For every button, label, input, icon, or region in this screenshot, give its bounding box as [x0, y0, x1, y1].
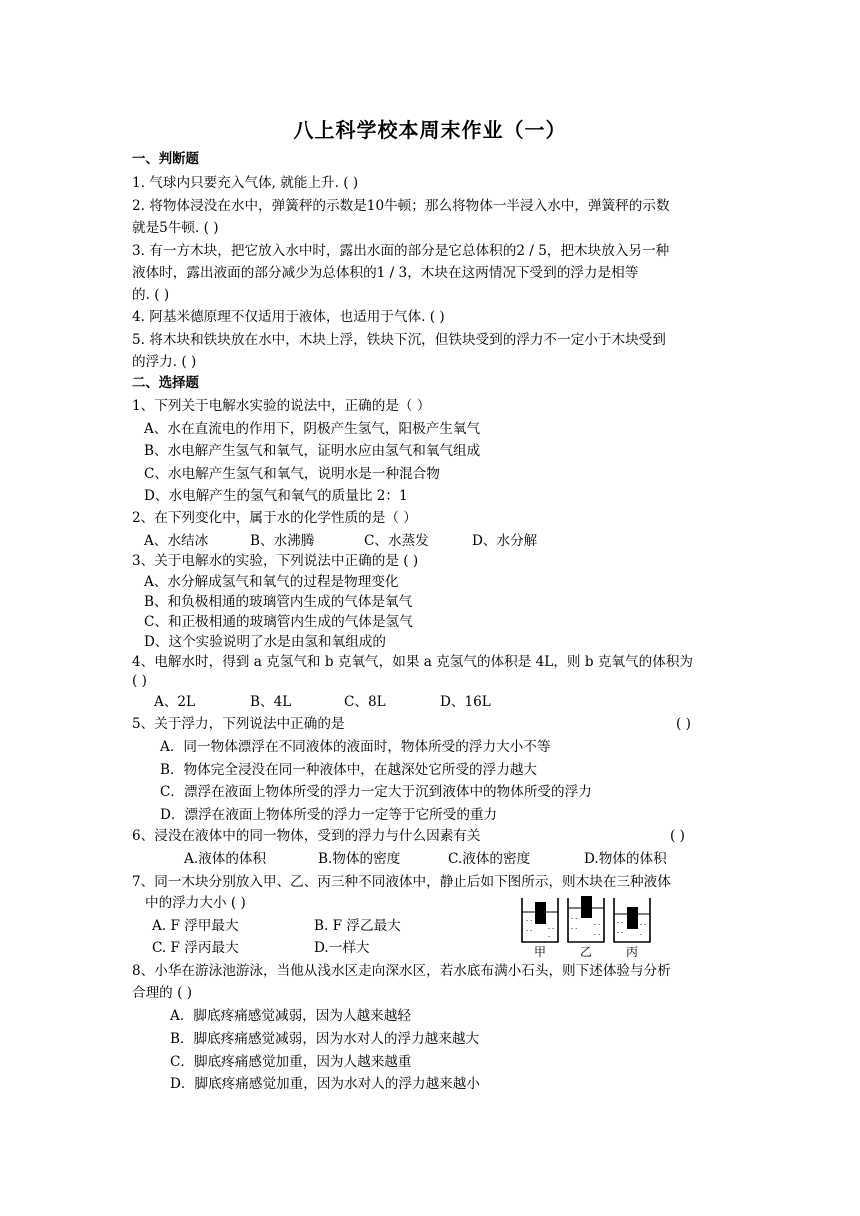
choice-q3-option-d: D、这个实验说明了水是由氢和氧组成的: [144, 634, 386, 650]
choice-q4-option-c: C、8L: [344, 694, 386, 710]
choice-q5-stem: 5、关于浮力，下列说法中正确的是: [132, 716, 345, 732]
beaker-yi: [568, 896, 604, 942]
svg-text:- -: - -: [571, 915, 578, 922]
svg-text:- -: - -: [571, 925, 578, 932]
choice-q4-option-b: B、4L: [250, 694, 292, 710]
svg-text:-: -: [640, 931, 643, 938]
choice-q8-stem-line2: 合理的 ( ): [132, 985, 193, 1001]
choice-q7-option-d: D.一样大: [314, 940, 370, 956]
choice-q5-option-a: A．同一物体漂浮在不同液体的液面时，物体所受的浮力大小不等: [160, 739, 551, 755]
svg-text:- -: - -: [548, 925, 555, 932]
beaker-figure: [518, 890, 654, 960]
page-title: 八上科学校本周末作业（一）: [293, 118, 567, 142]
beaker-label-bing: 丙: [626, 945, 639, 959]
svg-text:- -: - -: [617, 929, 624, 936]
section-heading-judgement: 一、判断题: [132, 152, 199, 167]
choice-q2-option-c: C、水蒸发: [364, 533, 429, 549]
svg-text:- -: - -: [640, 921, 647, 928]
judge-q2-line1: 2. 将物体浸没在水中，弹簧秤的示数是10牛顿；那么将物体一半浸入水中，弹簧秤的示数: [132, 198, 670, 214]
choice-q6-option-c: C.液体的密度: [448, 851, 531, 867]
judge-q3-line1: 3. 有一方木块，把它放入水中时，露出水面的部分是它总体积的2 / 5，把木块放入另一种: [132, 243, 670, 259]
choice-q4-stem: 4、电解水时，得到 a 克氢气和 b 克氧气，如果 a 克氢气的体积是 4L，则 b 克氧气的体积为: [132, 654, 694, 670]
svg-text:- -: - -: [594, 931, 601, 938]
beaker-figure-svg: [518, 890, 654, 960]
beaker-label-jia: 甲: [534, 945, 547, 959]
choice-q4-option-a: A、2L: [154, 694, 196, 710]
judge-q5-line2: 的浮力. ( ): [132, 354, 197, 370]
svg-text:- -: - -: [526, 917, 533, 924]
choice-q8-option-d: D．脚底疼痛感觉加重，因为水对人的浮力越来越小: [170, 1076, 480, 1092]
judge-q2-line2: 就是5牛顿. ( ): [132, 220, 219, 236]
judge-q4: 4. 阿基米德原理不仅适用于液体，也适用于气体. ( ): [132, 309, 445, 325]
choice-q6-option-b: B.物体的密度: [318, 851, 401, 867]
choice-q1-option-c: C、水电解产生氢气和氧气，说明水是一种混合物: [144, 466, 440, 482]
choice-q8-option-b: B．脚底疼痛感觉减弱，因为水对人的浮力越来越大: [170, 1031, 480, 1047]
choice-q5-option-c: C．漂浮在液面上物体所受的浮力一定大于沉到液体中的物体所受的浮力: [160, 784, 592, 800]
choice-q1-option-a: A、水在直流电的作用下，阴极产生氢气，阳极产生氧气: [144, 421, 481, 437]
beaker-label-yi: 乙: [580, 945, 593, 959]
choice-q1-stem: 1、下列关于电解水实验的说法中，正确的是（ ）: [132, 398, 431, 414]
choice-q3-option-c: C、和正极相通的玻璃管内生成的气体是氢气: [144, 614, 413, 630]
choice-q3-option-b: B、和负极相通的玻璃管内生成的气体是氧气: [144, 594, 413, 610]
beaker-bing: [614, 898, 650, 942]
svg-text:-: -: [548, 933, 551, 940]
choice-q8-stem-line1: 8、小华在游泳池游泳，当他从浅水区走向深水区，若水底布满小石头，则下述体验与分析: [132, 963, 671, 979]
beaker-jia: [522, 898, 558, 942]
judge-q5-line1: 5. 将木块和铁块放在水中，木块上浮，铁块下沉，但铁块受到的浮力不一定小于木块受到: [132, 332, 666, 348]
choice-q7-stem-line1: 7、同一木块分别放入甲、乙、丙三种不同液体中，静止后如下图所示，则木块在三种液体: [132, 874, 671, 890]
choice-q7-option-c: C. F 浮丙最大: [152, 940, 239, 956]
svg-text:- -: - -: [617, 919, 624, 926]
choice-q6-option-a: A.液体的体积: [184, 851, 267, 867]
choice-q8-option-a: A．脚底疼痛感觉减弱，因为人越来越轻: [170, 1008, 411, 1024]
choice-q5-option-b: B．物体完全浸没在同一种液体中，在越深处它所受的浮力越大: [160, 762, 538, 778]
judge-q3-line3: 的. ( ): [132, 287, 170, 303]
choice-q2-option-a: A、水结冰: [144, 533, 209, 549]
svg-text:- -: - -: [594, 921, 601, 928]
choice-q4-option-d: D、16L: [440, 694, 491, 710]
choice-q1-option-b: B、水电解产生氢气和氧气，证明水应由氢气和氧气组成: [144, 443, 481, 459]
choice-q7-stem-line2: 中的浮力大小 ( ): [145, 895, 246, 911]
choice-q3-option-a: A、水分解成氢气和氧气的过程是物理变化: [144, 574, 399, 590]
choice-q6-paren: ( ): [670, 828, 685, 844]
choice-q1-option-d: D、水电解产生的氢气和氧气的质量比 2：1: [144, 488, 408, 504]
choice-q3-stem: 3、关于电解水的实验，下列说法中正确的是 ( ): [132, 553, 419, 569]
judge-q3-line2: 液体时，露出液面的部分减少为总体积的1 / 3，木块在这两情况下受到的浮力是相等: [132, 265, 639, 281]
choice-q4-paren: ( ): [132, 673, 147, 689]
choice-q2-option-b: B、水沸腾: [250, 533, 315, 549]
choice-q8-option-c: C．脚底疼痛感觉加重，因为人越来越重: [170, 1054, 412, 1070]
choice-q2-stem: 2、在下列变化中，属于水的化学性质的是（ ）: [132, 510, 417, 526]
svg-text:- -: - -: [526, 927, 533, 934]
choice-q7-option-b: B. F 浮乙最大: [314, 918, 401, 934]
judge-q1: 1. 气球内只要充入气体, 就能上升. ( ): [132, 175, 359, 191]
section-heading-choice: 二、选择题: [132, 376, 199, 391]
choice-q6-option-d: D.物体的体积: [584, 851, 667, 867]
choice-q5-option-d: D．漂浮在液面上物体所受的浮力一定等于它所受的重力: [160, 807, 498, 823]
choice-q2-option-d: D、水分解: [472, 533, 538, 549]
choice-q6-stem: 6、浸没在液体中的同一物体，受到的浮力与什么因素有关: [132, 828, 481, 844]
choice-q5-paren: ( ): [676, 716, 691, 732]
choice-q7-option-a: A. F 浮甲最大: [152, 918, 239, 934]
